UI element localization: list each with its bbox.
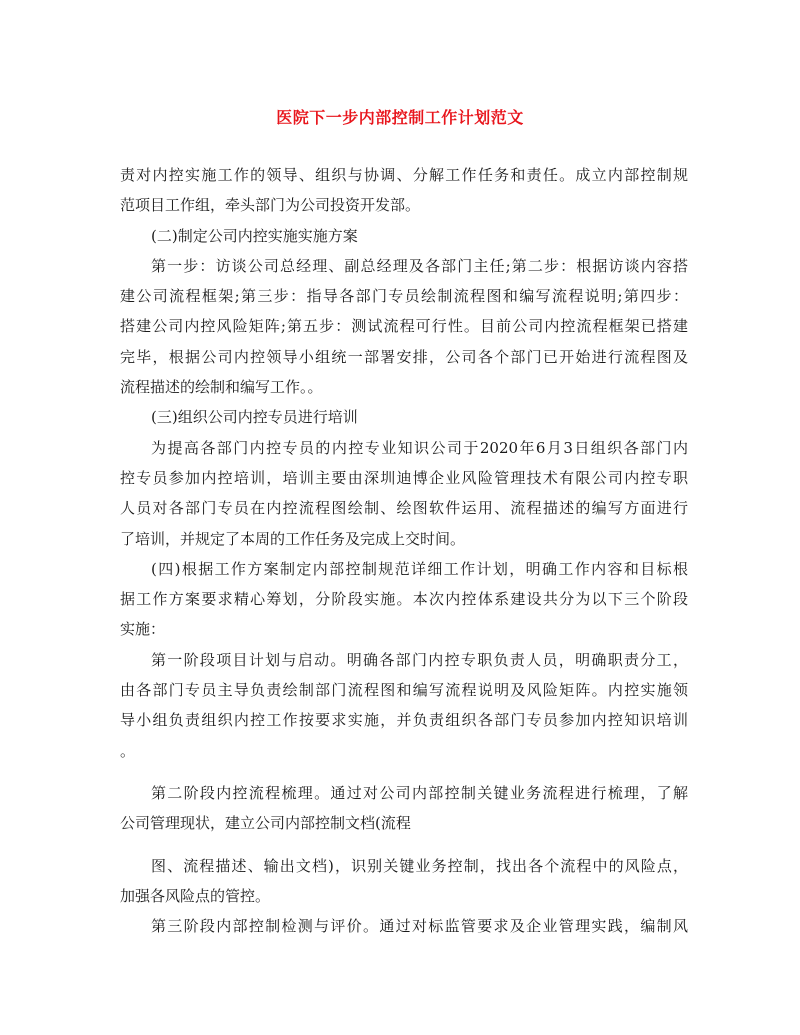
text-line: 实施： xyxy=(120,620,166,639)
text-line: 为提高各部门内控专员的内控专业知识公司于2020年6月3日组织各部门内 xyxy=(151,438,688,457)
text-line: 第二阶段内控流程梳理。通过对公司内部控制关键业务流程进行梳理，了解 xyxy=(151,783,688,802)
text-line: 第三阶段内部控制检测与评价。通过对标监管要求及企业管理实践，编制风 xyxy=(151,917,688,936)
section-heading: (二)制定公司内控实施实施方案 xyxy=(151,226,358,245)
document-body xyxy=(120,160,688,941)
text-line: 加强各风险点的管控。 xyxy=(120,886,271,905)
paragraph-gap xyxy=(120,766,688,778)
text-line: 导小组负责组织内控工作按要求实施，并负责组织各部门专员参加内控知识培训 xyxy=(120,711,688,730)
section-heading: (四)根据工作方案制定内部控制规范详细工作计划，明确工作内容和目标根 xyxy=(151,559,688,578)
text-line: 控专员参加内控培训，培训主要由深圳迪博企业风险管理技术有限公司内控专职 xyxy=(120,468,688,487)
text-line: 建公司流程框架;第三步：指导各部门专员绘制流程图和编写流程说明;第四步： xyxy=(120,287,688,306)
text-line: 第一步：访谈公司总经理、副总经理及各部门主任;第二步：根据访谈内容搭 xyxy=(151,256,688,275)
document-title: 医院下一步内部控制工作计划范文 xyxy=(276,108,524,127)
text-line: 流程描述的绘制和编写工作。。 xyxy=(120,378,323,397)
text-line: 由各部门专员主导负责绘制部门流程图和编写流程说明及风险矩阵。内控实施领 xyxy=(120,681,688,700)
text-line: 范项目工作组，牵头部门为公司投资开发部。 xyxy=(120,196,421,215)
text-line: 完毕，根据公司内控领导小组统一部署安排，公司各个部门已开始进行流程图及 xyxy=(120,347,688,366)
text-line: 搭建公司内控风险矩阵;第五步：测试流程可行性。目前公司内控流程框架已搭建 xyxy=(120,317,688,336)
text-line: 据工作方案要求精心筹划，分阶段实施。本次内控体系建设共分为以下三个阶段 xyxy=(120,590,688,609)
section-heading: (三)组织公司内控专员进行培训 xyxy=(151,408,358,427)
text-line: 公司管理现状，建立公司内部控制文档(流程 xyxy=(120,814,411,833)
text-line: 责对内控实施工作的领导、组织与协调、分解工作任务和责任。成立内部控制规 xyxy=(120,166,688,184)
paragraph-gap xyxy=(120,839,688,851)
text-line: 了培训，并规定了本周的工作任务及完成上交时间。 xyxy=(120,529,466,548)
text-line: 人员对各部门专员在内控流程图绘制、绘图软件运用、流程描述的编写方面进行 xyxy=(120,499,688,518)
text-line: 。 xyxy=(120,741,136,760)
text-line: 第一阶段项目计划与启动。明确各部门内控专职负责人员，明确职责分工， xyxy=(151,650,688,669)
text-line: 图、流程描述、输出文档)，识别关键业务控制，找出各个流程中的风险点， xyxy=(151,856,688,875)
